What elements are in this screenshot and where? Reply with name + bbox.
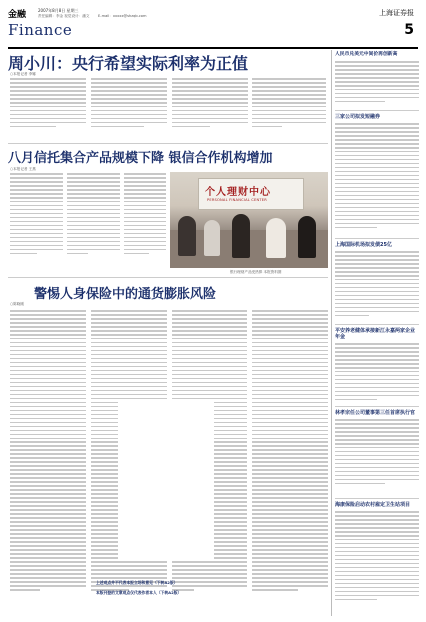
sidebar-item-4-title: 平安养老健体承接新江永嘉两家企业年金 [335,328,416,340]
sidebar-item-3-body [335,251,419,321]
sidebar-item-6-body [335,511,419,606]
sidebar-item-6-title: 海康保险启动农村雇定卫生站项目 [335,502,411,508]
lead-title: 周小川：央行希望实际利率为正值 [8,54,249,73]
editor-line: 责任编辑：李金 视觉设计：潘文 [38,14,90,18]
story2-title: 八月信托集合产品规模下降 银信合作机构增加 [8,151,273,166]
story2-col-1 [10,173,63,257]
pullquote-box [118,400,214,560]
story3-byline: ○陈晓刚 [10,302,24,306]
sidebar-item-5-body [335,419,419,489]
story2-col-2 [67,173,120,257]
photo-caption: 银行理财产品受热捧 本报资料图 [230,270,282,274]
masthead-rule [8,47,418,49]
sidebar-item-1-body [335,61,419,107]
lead-byline: ○本报记者 李娜 [10,72,36,76]
sidebar-item-2-title: 三家公司拟发短融券 [335,114,381,120]
lead-col-2 [91,78,167,130]
sidebar-item-5-title: 林孝宗任公司董事第三任首席执行官 [335,410,416,416]
photo-sign-board [198,178,304,210]
story3-col-1 [10,310,86,593]
section-name: 金融 [8,10,27,20]
contact-line: E-mail：xxxxx@shzqb.com [98,14,147,18]
sidebar-item-6 [335,502,419,606]
pullquote-2: 本版刊登的文章观点仅代表作者本人（下转A2版） [96,590,182,595]
sidebar-divider [331,50,332,616]
sidebar-rule-2 [335,238,419,239]
lead-body [10,78,248,140]
story3-title: 警惕人身保险中的通货膨胀风险 [34,287,217,302]
photo-person-5 [298,216,316,258]
lead-col-3 [172,78,248,130]
sidebar-item-3-title: 上海国际机场拟发债25亿 [335,242,392,248]
photo-person-2 [204,220,220,256]
sidebar-item-1-title: 人民币兑美元中间价再创新高 [335,52,398,57]
page-number: 5 [404,22,414,38]
sidebar-item-2 [335,114,419,235]
story2-body-right [124,173,166,273]
lead-divider [8,143,328,144]
lead-body-right [252,78,326,140]
sidebar-item-4-body [335,343,419,405]
sidebar-item-2-body [335,123,419,235]
photo-sign-subtext: PERSONAL FINANCIAL CENTER [207,198,267,202]
story2-divider [8,277,328,278]
bank-photo [170,172,328,268]
sidebar-item-1 [335,52,419,107]
sidebar-item-4 [335,328,419,405]
sidebar-rule-4 [335,406,419,407]
sidebar-rule-5 [335,498,419,499]
photo-sign-text: 个人理财中心 [205,187,271,198]
story3-col-4 [252,310,328,593]
sidebar-item-5 [335,410,419,489]
paper-name: 上海证券报 [379,9,414,17]
sidebar-rule-1 [335,110,419,111]
section-name-en: Finance [8,21,73,39]
masthead [8,6,418,46]
sidebar-rule-3 [335,324,419,325]
lead-col-1 [10,78,86,130]
sidebar [335,52,419,617]
photo-person-1 [178,216,196,256]
photo-person-4 [266,218,286,258]
sidebar-item-3 [335,242,419,321]
story2-byline: ○本报记者 王燕 [10,167,36,171]
photo-person-3 [232,214,250,258]
story2-body-left [10,173,120,273]
pullquote-1: 上述观点并不代表本报立场和意见（下转A2版） [96,580,178,585]
date-line: 2007年8月8日 星期三 [38,8,79,13]
